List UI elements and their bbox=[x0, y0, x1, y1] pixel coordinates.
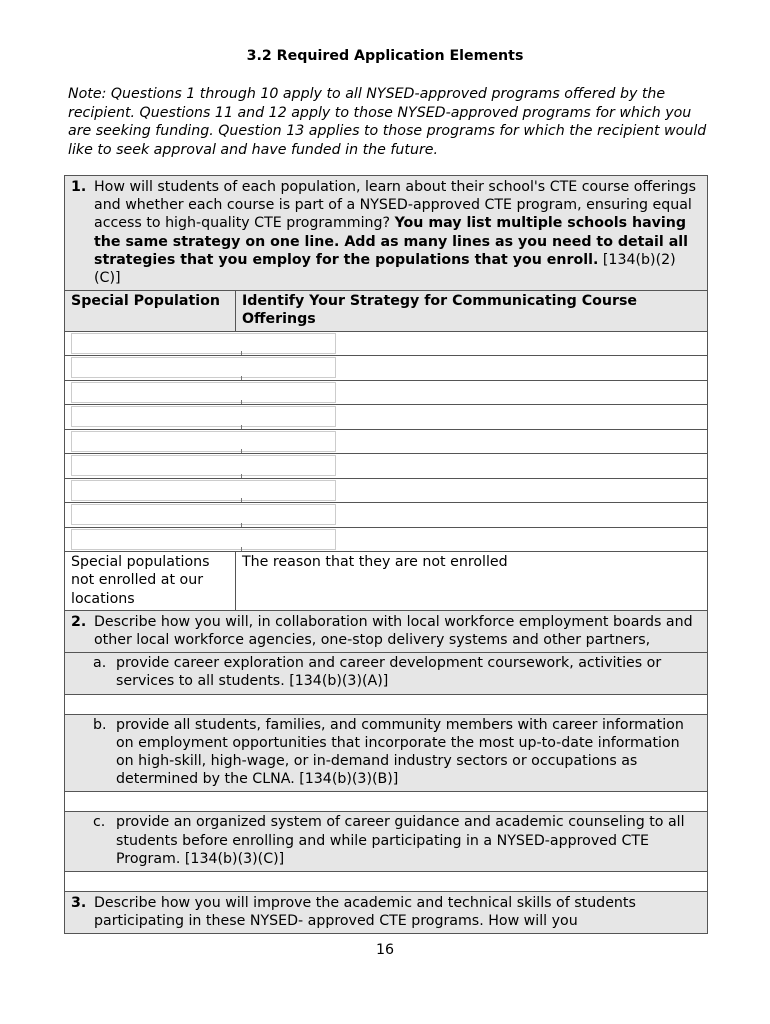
entry-row bbox=[65, 404, 707, 429]
page-number: 16 bbox=[375, 942, 395, 958]
item-label: b. bbox=[93, 716, 107, 733]
question-number: 3. bbox=[71, 894, 87, 911]
entry-row bbox=[65, 502, 707, 527]
not-enrolled-reason[interactable]: The reason that they are not enrolled bbox=[242, 554, 508, 571]
answer-field-2b[interactable] bbox=[65, 791, 707, 811]
question-text: Describe how you will, in collaboration with local workforce employment boards and other local workforce agencies, one-stop delivery systems and other partners, bbox=[94, 613, 693, 648]
question-text: Describe how you will improve the academic and technical skills of students participating in these NYSED- approved CTE programs. How will you bbox=[94, 894, 636, 930]
entry-row bbox=[65, 429, 707, 454]
item-label: a. bbox=[93, 655, 107, 672]
application-table bbox=[64, 175, 708, 934]
special-population-field[interactable] bbox=[71, 382, 336, 403]
item-text: provide career exploration and career development coursework, activities or services to all students. [134(b)(3)(A)] bbox=[116, 655, 662, 690]
item-text: provide all students, families, and community members with career information on employment opportunities that incorporate the most up-to-date information on high-skill, high-wage, or in-demand industry sectors or occupations as determined by the CLNA. [134(b)(3)(B)] bbox=[116, 716, 684, 788]
question-3-row bbox=[65, 891, 707, 933]
special-population-field[interactable] bbox=[71, 431, 336, 452]
item-label: c. bbox=[93, 814, 106, 831]
answer-field-2a[interactable] bbox=[65, 694, 707, 714]
col-header-strategy: Identify Your Strategy for Communicating Course Offerings bbox=[242, 293, 638, 328]
question-1-header-row bbox=[65, 290, 707, 330]
special-population-field[interactable] bbox=[71, 529, 336, 550]
question-text: How will students of each population, learn about their school's CTE course offerings and whether each course is part of a NYSED-approved CTE program, ensuring equal access to high-quality CTE programming? You may list multiple schools having the same strategy on one line. Add as many lines as you need to detail all strategies that you employ for the populations that you enroll. [134(b)(2)(C)] bbox=[94, 179, 697, 287]
entry-row bbox=[65, 453, 707, 478]
question-2a-row bbox=[65, 652, 707, 693]
entry-row bbox=[65, 380, 707, 405]
question-2c-row bbox=[65, 811, 707, 871]
special-population-field[interactable] bbox=[71, 504, 336, 525]
entry-row bbox=[65, 527, 707, 552]
entry-row bbox=[65, 355, 707, 380]
question-number: 1. bbox=[71, 179, 87, 195]
not-enrolled-row bbox=[65, 551, 707, 610]
page-title: 3.2 Required Application Elements bbox=[246, 48, 524, 64]
special-population-field[interactable] bbox=[71, 406, 336, 427]
special-population-field[interactable] bbox=[71, 357, 336, 378]
note-paragraph: Note: Questions 1 through 10 apply to all NYSED-approved programs offered by the recipient. Questions 11 and 12 apply to those NYSED-approved programs for which you are seeking funding. Question 13 applies to those programs for which the recipient would like to seek approval and have funded in the future. bbox=[68, 86, 707, 158]
item-text: provide an organized system of career guidance and academic counseling to all students before enrolling and while participating in a NYSED-approved CTE Program. [134(b)(3)(C)] bbox=[116, 814, 685, 867]
special-population-field[interactable] bbox=[71, 455, 336, 476]
special-population-field[interactable] bbox=[71, 480, 336, 501]
special-population-field[interactable] bbox=[71, 333, 336, 354]
question-2b-row bbox=[65, 714, 707, 792]
entry-row bbox=[65, 478, 707, 503]
entry-row bbox=[65, 331, 707, 356]
col-header-special-population: Special Population bbox=[65, 291, 236, 330]
question-1-row bbox=[65, 176, 707, 290]
question-number: 2. bbox=[71, 613, 87, 630]
not-enrolled-label: Special populations not enrolled at our locations bbox=[65, 552, 236, 610]
question-2-row bbox=[65, 610, 707, 652]
answer-field-2c[interactable] bbox=[65, 871, 707, 891]
